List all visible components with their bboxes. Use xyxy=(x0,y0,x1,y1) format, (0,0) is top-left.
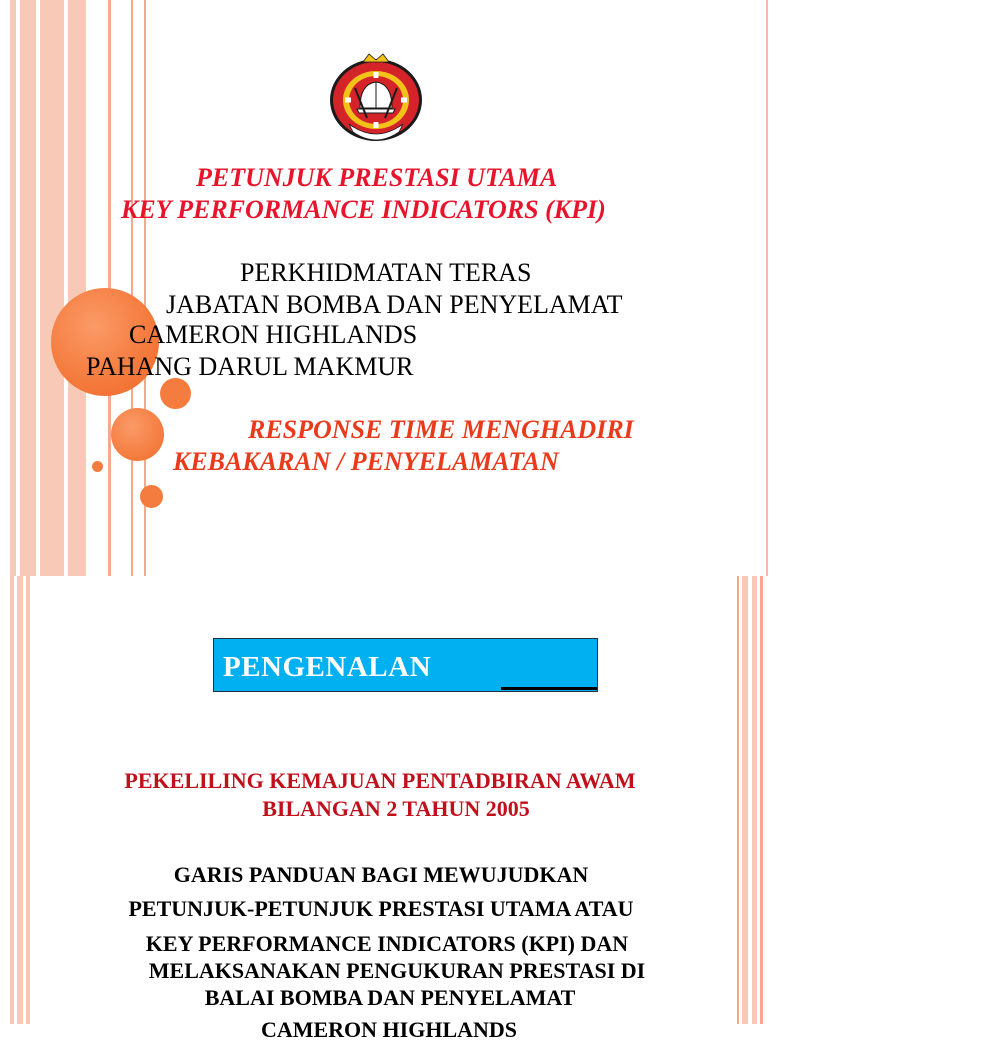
body-line: JABATAN BOMBA DAN PENYELAMAT xyxy=(166,290,623,319)
circular-title-line: BILANGAN 2 TAHUN 2005 xyxy=(262,796,530,821)
title-line: PETUNJUK PRESTASI UTAMA xyxy=(196,163,558,192)
decorative-line xyxy=(766,0,768,576)
decorative-band xyxy=(40,0,64,576)
decorative-circle xyxy=(140,485,163,508)
fire-rescue-logo xyxy=(327,52,425,142)
body-line: CAMERON HIGHLANDS xyxy=(260,1017,518,1042)
body-line: BALAI BOMBA DAN PENYELAMAT xyxy=(204,985,576,1010)
body-line: MELAKSANAKAN PENGUKURAN PRESTASI DI xyxy=(148,958,646,983)
heading-text: PENGENALAN xyxy=(223,651,432,683)
heading-underline xyxy=(501,687,597,690)
body-line: PERKHIDMATAN TERAS xyxy=(240,258,532,287)
body-line: PETUNJUK-PETUNJUK PRESTASI UTAMA ATAU xyxy=(128,896,634,921)
decorative-band xyxy=(68,0,86,576)
slide-introduction xyxy=(0,576,768,1042)
decorative-line xyxy=(131,0,133,576)
heading-box xyxy=(213,638,598,692)
title-line: KEY PERFORMANCE INDICATORS (KPI) xyxy=(121,195,606,224)
body-line: GARIS PANDUAN BAGI MEWUJUDKAN xyxy=(173,862,589,887)
subtitle-line: KEBAKARAN / PENYELAMATAN xyxy=(173,447,559,476)
decorative-circle xyxy=(111,408,164,461)
body-line: PAHANG DARUL MAKMUR xyxy=(86,352,414,381)
body-line: KEY PERFORMANCE INDICATORS (KPI) DAN xyxy=(145,931,629,956)
subtitle-line: RESPONSE TIME MENGHADIRI xyxy=(248,415,634,444)
circular-title-line: PEKELILING KEMAJUAN PENTADBIRAN AWAM xyxy=(124,768,636,793)
body-line: CAMERON HIGHLANDS xyxy=(129,320,418,349)
decorative-circle xyxy=(92,461,103,472)
decorative-band xyxy=(10,0,16,576)
decorative-band xyxy=(20,0,36,576)
slide-title xyxy=(0,0,768,576)
